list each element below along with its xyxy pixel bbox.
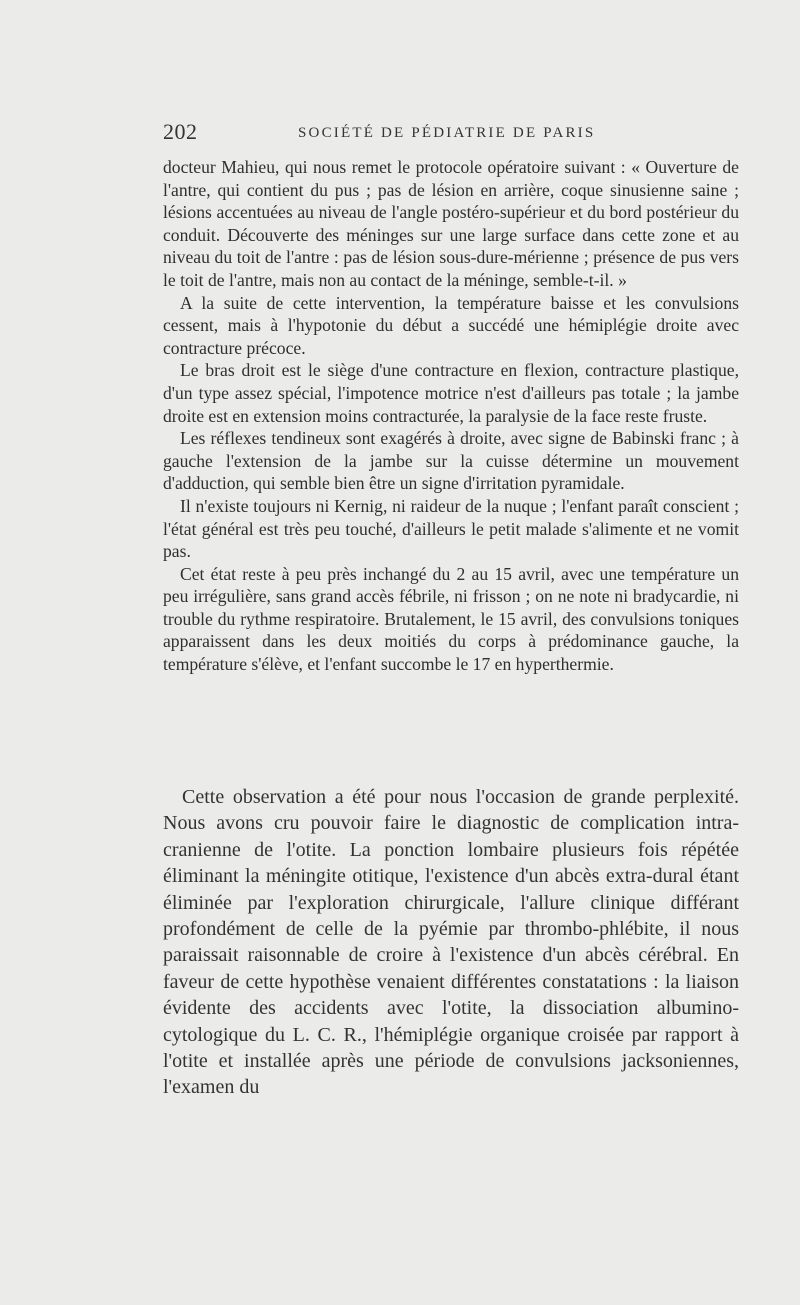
paragraph: Le bras droit est le siège d'une contracture en flexion, contracture plastique, d'un type assez spécial, l'impotence motrice n'est d'ailleurs pas totale ; la jambe droite est en extension moins contracturée, la paralysie de la face reste fruste.	[163, 360, 739, 426]
paragraph: Cette observation a été pour nous l'occasion de grande perplexité. Nous avons cru pouvoir faire le diagnostic de complication intra-cranienne de l'otite. La ponction lombaire plusieurs fois répétée éliminant la méningite otitique, l'existence d'un abcès extra-dural étant éliminée par l'exploration chirurgicale, l'allure clinique différant profondément de celle de la pyémie par thrombo-phlébite, il nous paraissait raisonnable de croire à l'existence d'un abcès cérébral. En faveur de cette hypothèse venaient différentes constatations : la liaison évidente des accidents avec l'otite, la dissociation albumino-cytologique du L. C. R., l'hémiplégie organique croisée par rapport à l'otite et installée après une période de convulsions jacksoniennes, l'examen du	[163, 786, 739, 1099]
page-header	[163, 119, 738, 149]
paragraph: A la suite de cette intervention, la température baisse et les convulsions cessent, mais à l'hypotonie du début a succédé une hémiplégie droite avec contracture précoce.	[163, 292, 739, 358]
paragraph: docteur Mahieu, qui nous remet le protocole opératoire suivant : « Ouverture de l'antre, qui contient du pus ; pas de lésion en arrière, coque sinusienne saine ; lésions accentuées au niveau de l'angle postéro-supérieur et du bord postérieur du conduit. Découverte des méninges sur une large surface dans cette zone et au niveau du toit de l'antre : pas de lésion sous-dure-mérienne ; présence de pus vers le toit de l'antre, mais non au contact de la méninge, semble-t-il. »	[163, 157, 739, 290]
paragraph: Les réflexes tendineux sont exagérés à droite, avec signe de Babinski franc ; à gauche l'extension de la jambe sur la cuisse détermine un mouvement d'adduction, qui semble bien être un signe d'irritation pyramidale.	[163, 428, 739, 494]
page-number: 202	[163, 119, 198, 144]
paragraph: Cet état reste à peu près inchangé du 2 au 15 avril, avec une température un peu irrégulière, sans grand accès fébrile, ni frisson ; on ne note ni bradycardie, ni trouble du rythme respiratoire. Brutalement, le 15 avril, des convulsions toniques apparaissent dans les deux moitiés du corps à prédominance gauche, la température s'élève, et l'enfant succombe le 17 en hyperthermie.	[163, 563, 739, 675]
paragraph: Il n'existe toujours ni Kernig, ni raideur de la nuque ; l'enfant paraît conscient ; l'état général est très peu touché, d'ailleurs le petit malade s'alimente et ne vomit pas.	[163, 495, 739, 562]
discussion-text	[163, 784, 739, 1101]
observation-text	[163, 156, 739, 676]
running-title: SOCIÉTÉ DE PÉDIATRIE DE PARIS	[298, 125, 596, 141]
